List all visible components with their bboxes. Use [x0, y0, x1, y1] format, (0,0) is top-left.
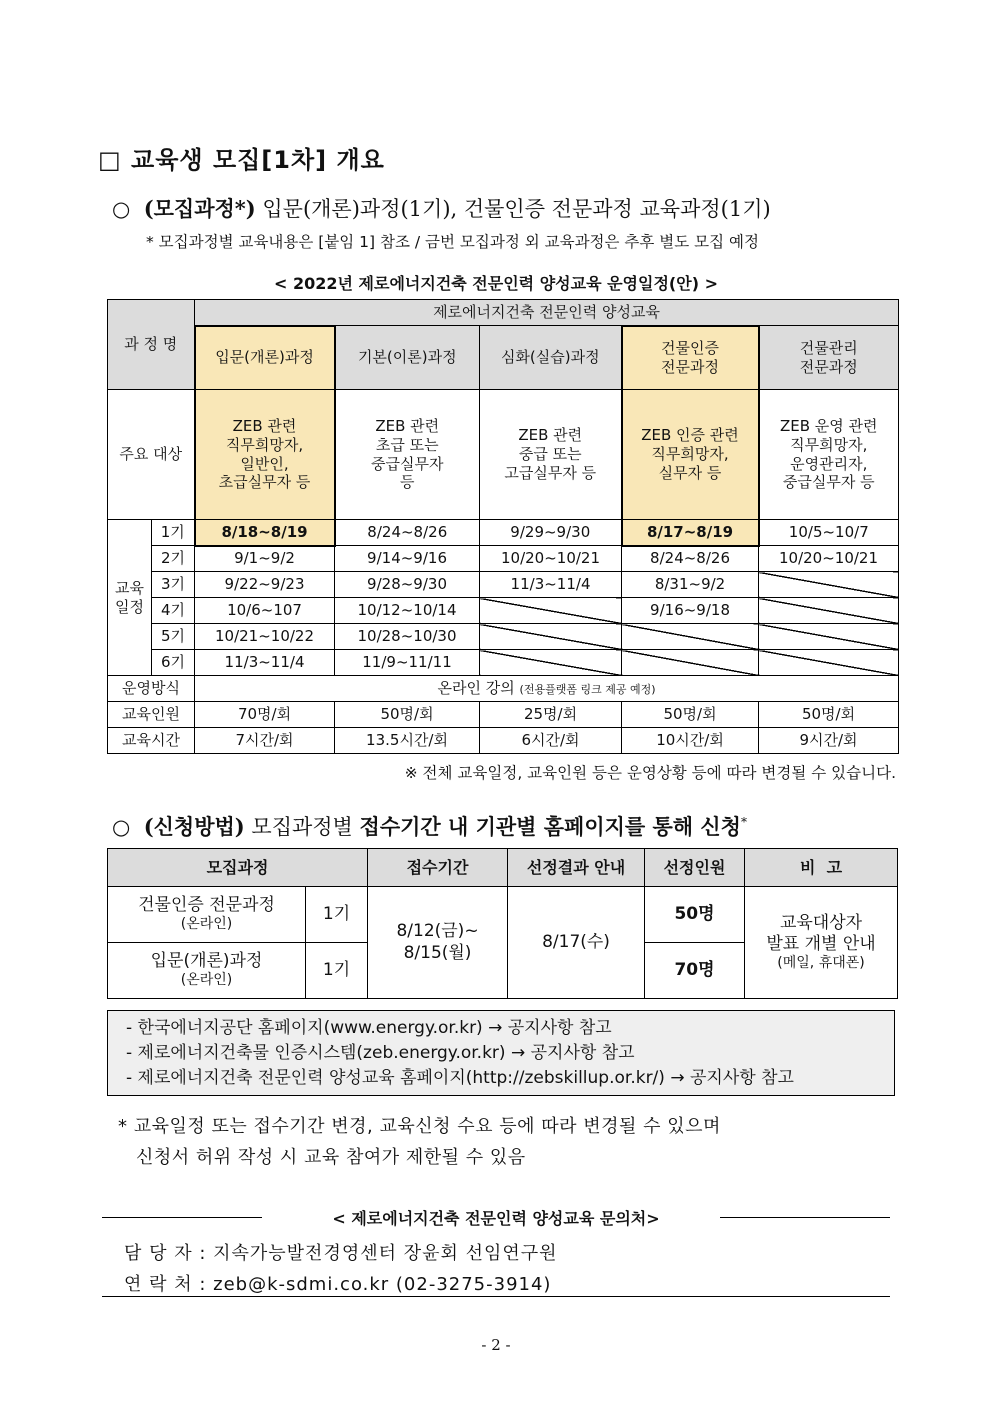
target-cell: ZEB 관련 중급 또는 고급실무자 등 — [480, 390, 622, 520]
apply-course-sub: (온라인) — [180, 916, 233, 933]
contact-info: 연 락 처 : zeb@k-sdmi.co.kr (02-3275-3914) — [124, 1274, 552, 1295]
apply-remark-sub: (메일, 휴대폰) — [777, 955, 865, 971]
empty-cell — [480, 598, 622, 624]
apply-table — [107, 848, 898, 999]
apply-count: 50명 — [645, 887, 745, 943]
course-line — [112, 193, 771, 223]
divider — [720, 1217, 890, 1218]
empty-cell — [480, 624, 622, 650]
target-cell: ZEB 관련 초급 또는 중급실무자 등 — [335, 390, 480, 520]
apply-period: 8/12(금)~ 8/15(월) — [368, 887, 508, 999]
operation-row — [108, 676, 899, 702]
course-name: 건물인증 전문과정 — [622, 326, 759, 390]
session-label: 1기 — [152, 520, 195, 546]
session-date: 10/20~10/21 — [759, 546, 899, 572]
empty-cell — [759, 598, 899, 624]
session-label: 2기 — [152, 546, 195, 572]
target-row — [108, 390, 899, 520]
session-date: 9/29~9/30 — [480, 520, 622, 546]
apply-text: 모집과정별 — [251, 815, 353, 839]
session-label: 5기 — [152, 624, 195, 650]
session-label: 6기 — [152, 650, 195, 676]
session-label: 4기 — [152, 598, 195, 624]
session-date: 9/22~9/23 — [195, 572, 335, 598]
apply-header: 모집과정 — [108, 849, 368, 887]
capacity-cell: 50명/회 — [335, 702, 480, 728]
links-box — [107, 1010, 895, 1096]
hours-cell: 10시간/회 — [622, 728, 759, 754]
apply-header-row — [108, 849, 898, 887]
apply-header: 선정결과 안내 — [508, 849, 645, 887]
link-item: - 한국에너지공단 홈페이지(www.energy.or.kr) → 공지사항 참고 — [126, 1018, 612, 1038]
session-row — [108, 546, 899, 572]
course-note: * 모집과정별 교육내용은 [붙임 1] 참조 / 금번 모집과정 외 교육과정은 추후 별도 모집 예정 — [146, 233, 759, 251]
course-name: 기본(이론)과정 — [335, 326, 480, 390]
course-name: 심화(실습)과정 — [480, 326, 622, 390]
sessions-header: 교육 일정 — [108, 520, 152, 676]
target-cell: ZEB 인증 관련 직무희망자, 실무자 등 — [622, 390, 759, 520]
empty-cell — [759, 650, 899, 676]
hours-cell: 9시간/회 — [759, 728, 899, 754]
course-label: (모집과정*) — [143, 196, 256, 221]
apply-bold-text: 접수기간 내 기관별 홈페이지를 통해 신청 — [359, 814, 741, 839]
capacity-cell: 50명/회 — [622, 702, 759, 728]
apply-line — [112, 811, 747, 841]
session-date: 10/5~10/7 — [759, 520, 899, 546]
capacity-row — [108, 702, 899, 728]
hours-cell: 6시간/회 — [480, 728, 622, 754]
session-date: 9/1~9/2 — [195, 546, 335, 572]
operation-sub: (전용플랫폼 링크 제공 예정) — [519, 683, 656, 697]
session-date: 8/24~8/26 — [335, 520, 480, 546]
session-date: 10/6~107 — [195, 598, 335, 624]
empty-cell — [759, 624, 899, 650]
change-note-line: * 교육일정 또는 접수기간 변경, 교육신청 수요 등에 따라 변경될 수 있으며 — [118, 1116, 721, 1137]
contact-title — [102, 1206, 890, 1230]
apply-course-sub: (온라인) — [180, 972, 233, 989]
course-name-header: 과 정 명 — [108, 300, 195, 390]
apply-header: 선정인원 — [645, 849, 745, 887]
session-date: 9/16~9/18 — [622, 598, 759, 624]
capacity-cell: 50명/회 — [759, 702, 899, 728]
session-date: 8/31~9/2 — [622, 572, 759, 598]
session-date: 11/9~11/11 — [335, 650, 480, 676]
group-header: 제로에너지건축 전문인력 양성교육 — [195, 300, 899, 326]
session-label: 3기 — [152, 572, 195, 598]
apply-result: 8/17(수) — [508, 887, 645, 999]
target-header: 주요 대상 — [108, 390, 195, 520]
apply-count: 70명 — [645, 943, 745, 999]
link-item: - 제로에너지건축 전문인력 양성교육 홈페이지(http://zebskillup.or.kr/) → 공지사항 참고 — [126, 1068, 794, 1088]
session-date: 10/28~10/30 — [335, 624, 480, 650]
apply-mark: * — [740, 815, 747, 829]
session-date: 11/3~11/4 — [480, 572, 622, 598]
change-note — [118, 1111, 898, 1173]
change-note-line: 신청서 허위 작성 시 교육 참여가 제한될 수 있음 — [136, 1147, 526, 1168]
contact-title-text: < 제로에너지건축 전문인력 양성교육 문의처> — [332, 1209, 660, 1228]
target-cell: ZEB 운영 관련 직무희망자, 운영관리자, 중급실무자 등 — [759, 390, 899, 520]
target-cell: ZEB 관련 직무희망자, 일반인, 초급실무자 등 — [195, 390, 335, 520]
hours-cell: 7시간/회 — [195, 728, 335, 754]
course-name: 입문(개론)과정 — [195, 326, 335, 390]
contact-block — [124, 1238, 558, 1300]
contact-person: 담 당 자 : 지속가능발전경영센터 장윤회 선임연구원 — [124, 1243, 558, 1264]
session-date: 8/24~8/26 — [622, 546, 759, 572]
empty-cell — [622, 624, 759, 650]
schedule-table — [107, 299, 899, 754]
bullet-circle-icon: ○ — [112, 815, 144, 839]
operation-cell — [195, 676, 899, 702]
session-date: 10/20~10/21 — [480, 546, 622, 572]
apply-label: (신청방법) — [143, 814, 245, 839]
session-row — [108, 520, 899, 546]
empty-cell — [480, 650, 622, 676]
session-date: 10/21~10/22 — [195, 624, 335, 650]
hours-row — [108, 728, 899, 754]
hours-cell: 13.5시간/회 — [335, 728, 480, 754]
bullet-circle-icon: ○ — [112, 197, 144, 221]
course-row — [108, 326, 899, 390]
apply-header: 비 고 — [745, 849, 898, 887]
apply-row — [108, 887, 898, 943]
session-date: 9/28~9/30 — [335, 572, 480, 598]
operation-header: 운영방식 — [108, 676, 195, 702]
session-date: 9/14~9/16 — [335, 546, 480, 572]
schedule-note: ※ 전체 교육일정, 교육인원 등은 운영상황 등에 따라 변경될 수 있습니다. — [404, 764, 896, 782]
divider — [102, 1296, 890, 1297]
session-row — [108, 650, 899, 676]
operation-main: 온라인 강의 — [437, 679, 515, 698]
page-number: - 2 - — [481, 1336, 511, 1354]
section-heading: □ 교육생 모집[1차] 개요 — [98, 146, 385, 174]
session-date: 11/3~11/4 — [195, 650, 335, 676]
apply-term: 1기 — [306, 943, 368, 999]
apply-course — [108, 943, 306, 999]
schedule-title: < 2022년 제로에너지건축 전문인력 양성교육 운영일정(안) > — [274, 274, 718, 293]
session-row — [108, 598, 899, 624]
session-date: 8/17~8/19 — [622, 520, 759, 546]
empty-cell — [622, 650, 759, 676]
course-text: 입문(개론)과정(1기), 건물인증 전문과정 교육과정(1기) — [262, 197, 771, 221]
hours-header: 교육시간 — [108, 728, 195, 754]
capacity-header: 교육인원 — [108, 702, 195, 728]
capacity-cell: 70명/회 — [195, 702, 335, 728]
apply-course-name: 입문(개론)과정 — [150, 951, 263, 972]
session-row — [108, 624, 899, 650]
capacity-cell: 25명/회 — [480, 702, 622, 728]
empty-cell — [759, 572, 899, 598]
apply-course-name: 건물인증 전문과정 — [138, 895, 275, 916]
session-date: 10/12~10/14 — [335, 598, 480, 624]
apply-course — [108, 887, 306, 943]
session-date: 8/18~8/19 — [195, 520, 335, 546]
apply-header: 접수기간 — [368, 849, 508, 887]
apply-remark: 교육대상자 발표 개별 안내 (메일, 휴대폰) — [745, 887, 898, 999]
course-name: 건물관리 전문과정 — [759, 326, 899, 390]
link-item: - 제로에너지건축물 인증시스템(zeb.energy.or.kr) → 공지사항 참고 — [126, 1043, 635, 1063]
apply-term: 1기 — [306, 887, 368, 943]
session-row — [108, 572, 899, 598]
